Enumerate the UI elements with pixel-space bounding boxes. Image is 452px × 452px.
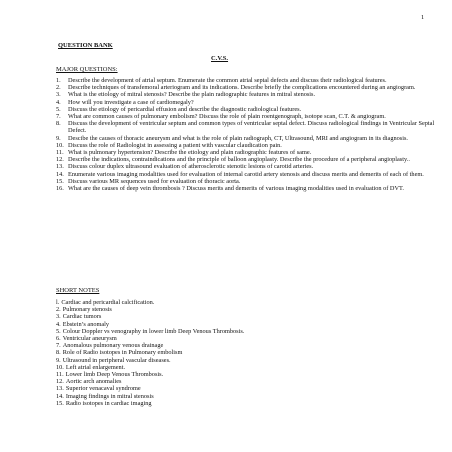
item-number: 6. [56, 335, 61, 343]
list-item [56, 113, 436, 120]
item-number: 10. [56, 363, 64, 371]
item-text: What is pulmonary hypertension? Describe the etiology and plain radiographic features of same. [68, 149, 312, 157]
major-questions-title: MAJOR QUESTIONS: [56, 66, 118, 73]
item-text: What are the causes of deep vein thrombosis ? Discuss merits and demerits of various imaging modalities used in evaluation of DVT. [68, 185, 404, 193]
list-item [56, 321, 436, 328]
major-questions-list [56, 77, 436, 192]
list-item [56, 91, 436, 98]
item-text: Descibe the causes of thoracic aneurysm and what is the role of plain radiograph, CT, Ultrasound, MRI and angiogram in its diagnosis. [68, 134, 409, 142]
short-notes-title: SHORT NOTES [56, 287, 100, 294]
item-number: 11. [56, 371, 64, 379]
question-bank-heading: QUESTION BANK [58, 42, 113, 49]
list-item [56, 149, 436, 156]
item-text: Ventricular aneurysm [62, 335, 117, 343]
list-item [56, 357, 436, 364]
item-text: Colour Doppler vs venography in lower limb Deep Venous Thrombosis. [62, 327, 245, 335]
item-text: Enumerate various imaging modalities used for evaluation of internal carotid artery stenosis and discuss merits and demerits of each of them. [68, 170, 424, 178]
item-text: Discuss colour duplex ultrasound evaluation of atherosclerotic stenotic lesions of carotid arteries. [68, 163, 314, 171]
list-item [56, 120, 436, 134]
item-number: 16. [56, 185, 64, 193]
list-item [56, 185, 436, 192]
item-number: 14. [56, 170, 64, 178]
item-text: Discuss the role of Radiologist in assessing a patient with vascular claudication pain. [68, 141, 282, 149]
item-text: Superior venacaval syndrome [65, 385, 141, 393]
list-item [56, 393, 436, 400]
list-item [56, 400, 436, 407]
list-item [56, 84, 436, 91]
item-text: Discuss the development of ventricular septum and common types of ventricular septal defect. Discuss radiological findings in Ventricular Septal Defect. [68, 120, 435, 135]
item-text: How will you investigate a case of cardiomegaly? [68, 98, 194, 106]
list-item [56, 163, 436, 170]
item-text: Discuss various MR sequences used for evaluation of thoracic aorta. [68, 177, 241, 185]
item-number: 13. [56, 163, 64, 171]
item-text: Lower limb Deep Venous Thrombosis. [65, 371, 164, 379]
list-item [56, 342, 436, 349]
item-text: Cardiac tumors [62, 313, 102, 321]
list-item [56, 135, 436, 142]
item-number: 7. [56, 113, 61, 121]
item-number: 2. [56, 306, 61, 314]
item-number: 12. [56, 378, 64, 386]
list-item [56, 77, 436, 84]
item-text: Radio isotopes in cardiac imaging [65, 399, 152, 407]
list-item [56, 106, 436, 113]
item-number: 4. [56, 98, 61, 106]
list-item [56, 349, 436, 356]
item-number: 15. [56, 399, 64, 407]
page-number: 1 [421, 14, 425, 21]
item-text: What are common causes of pulmonary embolism? Discuss the role of plain roentgenograph, isotope scan, C.T. & angiogram. [68, 113, 386, 121]
item-text: What is the etiology of mitral stenosis? Describe the plain radiographic features in mitral stenosis. [68, 91, 316, 99]
item-number: 13. [56, 385, 64, 393]
item-number: 9. [56, 134, 61, 142]
list-item [56, 335, 436, 342]
item-number: 5. [56, 327, 61, 335]
item-text: Cardiac and pericardial calcification. [61, 299, 155, 306]
list-item [56, 313, 436, 320]
item-number: 7. [56, 342, 61, 350]
item-text: Left atrial enlargement. [65, 363, 126, 371]
list-item [56, 385, 436, 392]
list-item [56, 299, 436, 306]
item-text: Imaging findings in mitral stenosis [65, 392, 154, 400]
list-item [56, 171, 436, 178]
list-item [56, 142, 436, 149]
item-number: 8. [56, 349, 61, 357]
item-number: 2. [56, 84, 61, 92]
item-text: Ultrasound in peripheral vascular diseases. [62, 356, 171, 364]
list-item [56, 364, 436, 371]
item-number: 3. [56, 91, 61, 99]
item-number: 11. [56, 149, 64, 157]
item-number: 8. [56, 120, 61, 128]
item-text: Ebstein’s anomaly [62, 320, 110, 328]
item-number: 1. [56, 77, 61, 84]
item-text: Role of Radio isotopes in Pulmonary embolism [62, 349, 183, 357]
item-text: Describe techniques of transfemoral arteriogram and its indications. Describe briefly the complications encountered during an angiogram. [68, 84, 416, 92]
short-notes-list [56, 299, 436, 407]
item-text: Anomalous pulmonary venous drainage [62, 342, 164, 350]
item-number: 3. [56, 313, 61, 321]
item-number: 5. [56, 105, 61, 113]
item-text: Pulmonary stenosis [62, 306, 112, 314]
item-number: 15. [56, 177, 64, 185]
item-number: 12. [56, 156, 64, 164]
item-text: Discuss the etiology of pericardial effusion and describe the diagnostic radiological features. [68, 105, 302, 113]
item-number: 14. [56, 392, 64, 400]
cvs-heading: C.V.S. [211, 55, 229, 62]
list-item [56, 378, 436, 385]
item-number: 4. [56, 320, 61, 328]
list-item [56, 328, 436, 335]
list-item [56, 156, 436, 163]
list-item [56, 178, 436, 185]
item-number: 9. [56, 356, 61, 364]
list-item [56, 99, 436, 106]
item-text: Describe the development of atrial septum. Enumerate the common atrial septal defects and discuss their radiological features. [68, 77, 387, 84]
item-text: Aortic arch anomalies [65, 378, 122, 386]
list-item [56, 371, 436, 378]
item-number: l. [56, 299, 60, 306]
list-item [56, 306, 436, 313]
item-text: Describe the indications, contraindications and the principle of balloon angioplasty. Describe the procedure of a peripheral angioplasty.. [68, 156, 410, 164]
item-number: 10. [56, 141, 64, 149]
